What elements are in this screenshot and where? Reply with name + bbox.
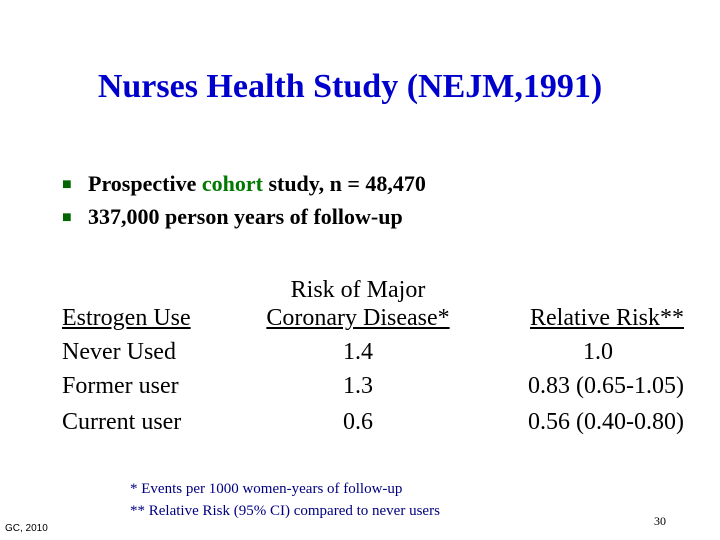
bullet-item bbox=[62, 204, 403, 230]
bullet-text: Prospective bbox=[88, 171, 202, 196]
table-cell-relative-risk: 0.56 (0.40-0.80) bbox=[528, 409, 684, 435]
page-number: 30 bbox=[654, 514, 666, 528]
bullet-item bbox=[62, 171, 426, 197]
square-bullet-icon: ■ bbox=[62, 209, 72, 226]
table-cell-group: Never Used bbox=[62, 339, 176, 365]
table-cell-relative-risk: 0.83 (0.65-1.05) bbox=[528, 373, 684, 399]
table-header-line1: Risk of Major bbox=[290, 277, 426, 303]
table-header-coronary-disease: Coronary Disease* bbox=[266, 305, 450, 331]
bullet-text: study, n = 48,470 bbox=[262, 171, 426, 196]
bullet-text: 337,000 person years of follow-up bbox=[88, 204, 403, 229]
square-bullet-icon: ■ bbox=[62, 176, 72, 193]
table-cell-group: Former user bbox=[62, 373, 179, 399]
slide-title: Nurses Health Study (NEJM,1991) bbox=[97, 68, 603, 105]
table-cell-relative-risk: 1.0 bbox=[583, 339, 613, 365]
table-header-relative-risk: Relative Risk** bbox=[530, 305, 684, 331]
table-cell-risk: 1.4 bbox=[343, 339, 373, 365]
table-header-estrogen-use: Estrogen Use bbox=[62, 305, 191, 331]
table-cell-risk: 0.6 bbox=[343, 409, 373, 435]
table-cell-risk: 1.3 bbox=[343, 373, 373, 399]
bullet-highlight: cohort bbox=[201, 171, 263, 196]
footnote: * Events per 1000 women-years of follow-up bbox=[130, 481, 403, 497]
table-cell-group: Current user bbox=[62, 409, 182, 435]
footnote: ** Relative Risk (95% CI) compared to never users bbox=[130, 503, 440, 519]
credit-text: GC, 2010 bbox=[5, 523, 48, 534]
